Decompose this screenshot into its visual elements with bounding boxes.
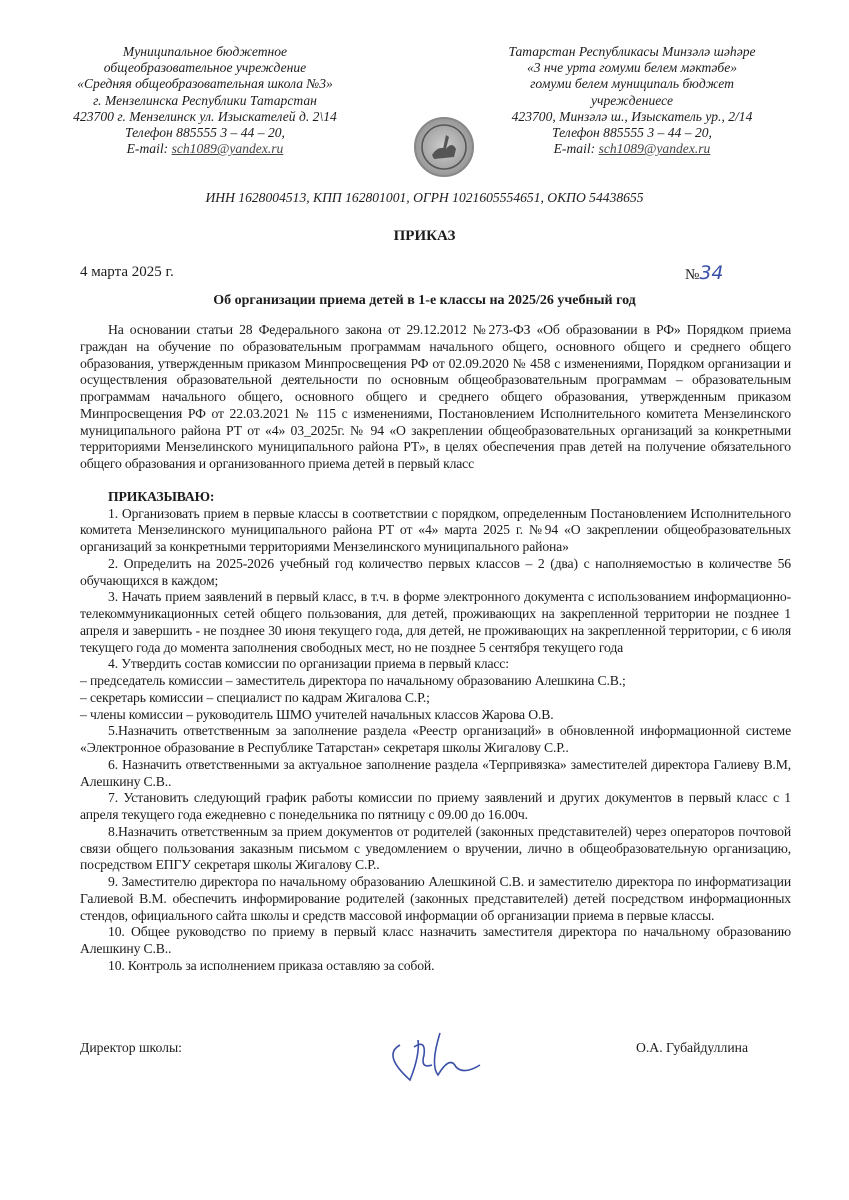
order-item: 1. Организовать прием в первые классы в соответствии с порядком, определенным Постановлением Исполнительного комитета Мензелинского муниципального района РТ от «4» марта 2025 г. №94 «О закреплении общеобразовательных организаций за конкретными территориями Мензелинского муниципального района» [80, 505, 791, 554]
signature-icon [380, 1025, 500, 1100]
header-right-line: 423700, Минзәлә ш., Изыскатель ур., 2/14 [511, 108, 753, 124]
order-subject: Об организации приема детей в 1-е классы на 2025/26 учебный год [213, 293, 636, 308]
order-item: – председатель комиссии – заместитель директора по начальному образованию Алешкина С.В.; [80, 673, 626, 688]
header-right-line: Татарстан Республикасы Минзәлә шәһәре [508, 44, 756, 59]
order-item: – члены комиссии – руководитель ШМО учителей начальных классов Жарова О.В. [80, 706, 554, 722]
order-item: 5.Назначить ответственным за заполнение раздела «Реестр организаций» в обновленной информационной системе «Электронное образование в Республике Татарстан» секретаря школы Жигалову С.Р.. [80, 723, 791, 755]
order-number [685, 262, 724, 284]
signer-title: Директор школы: [80, 1040, 182, 1055]
order-date: 4 марта 2025 г. [80, 264, 174, 280]
order-item: 10. Общее руководство по приему в первый класс назначить заместителя директора по начальному образованию Алешкину С.В.. [80, 924, 791, 956]
header-right [482, 44, 782, 157]
signer-name: О.А. Губайдуллина [636, 1040, 749, 1055]
tatarstan-emblem-icon [414, 117, 474, 177]
order-item: 4. Утвердить состав комиссии по организации приема в первый класс: [108, 656, 509, 672]
email-label: E-mail: [553, 141, 596, 157]
order-item: 9. Заместителю директора по начальному образованию Алешкиной С.В. и заместителю директора по информатизации Галиевой В.М. обеспечить информирование родителей (законных представителей) детей посредством информационных стендов, официального сайта школы и средств массовой информации об организации приема в первые классы. [80, 874, 791, 923]
order-item: 2. Определить на 2025-2026 учебный год количество первых классов – 2 (два) с наполняемостью в количестве 56 обучающихся в каждом; [80, 555, 791, 588]
order-item: 7. Установить следующий график работы комиссии по приему заявлений и других документов в первый класс с 1 апреля текущего года ежедневно с понедельника по пятницу с 09.00 до 16.00ч. [80, 790, 791, 822]
preamble: На основании статьи 28 Федерального закона от 29.12.2012 №273-ФЗ «Об образовании в РФ» Порядком приема граждан на обучение по образовательным программам начального общего, основного общего и среднего общего образования, утвержденным приказом Минпросвещения РФ от 02.09.2020 № 458 с изменениями, Порядком организации и осуществления образовательной деятельности по основным общеобразовательным программам – образовательным программам начального общего, основного общего и среднего общего образования, утвержденным приказом Минпросвещения РФ от 22.03.2021 № 115 с изменениями, Постановлением Исполнительного комитета Мензелинского муниципального района РТ от «4» 03_2025г. № 94 «О закреплении общеобразовательных организаций за конкретными территориями Мензелинского муниципального района РТ», в целях обеспечения прав детей на получение обязательного общего образования и организованного приема детей в первый класс [80, 322, 791, 471]
number-label: № [685, 267, 700, 283]
header-left-line: общеобразовательное учреждение [103, 60, 307, 76]
order-heading: ПРИКАЗЫВАЮ: [108, 488, 215, 504]
registration-ids: ИНН 1628004513, КПП 162801001, ОГРН 1021605554651, ОКПО 54438655 [205, 190, 644, 205]
order-items [80, 506, 791, 975]
email-label: E-mail: [126, 141, 169, 157]
order-item: – секретарь комиссии – специалист по кадрам Жигалова С.Р.; [80, 689, 430, 705]
order-item: 3. Начать прием заявлений в первый класс, в т.ч. в форме электронного документа с использованием информационно-телекоммуникационных сетей общего пользования, для детей, проживающих на закрепленной территории не позднее 1 апреля и завершить - не позднее 30 июня текущего года, для детей, не проживающих на закрепленной территории, с 6 июля текущего года до момента заполнения свободных мест, но не позднее 5 сентября текущего года [80, 589, 791, 655]
header-right-line: учреждениесе [590, 92, 673, 108]
order-item: 6. Назначить ответственными за актуальное заполнение раздела «Терпривязка» заместителей директора Галиеву В.М, Алешкину С.В.. [80, 756, 791, 789]
header-right-email [482, 141, 782, 157]
header-right-line: «3 нче урта гомуми белем мәктәбе» [526, 60, 738, 76]
header-left-line: «Средняя общеобразовательная школа №3» [77, 76, 333, 92]
header-left-line: Телефон 885555 3 – 44 – 20, [125, 125, 285, 141]
document-type: ПРИКАЗ [393, 228, 456, 244]
order-body [80, 322, 791, 975]
header-right-line: гомуми белем муниципаль бюджет [530, 76, 734, 92]
header-left-line: г. Мензелинска Республики Татарстан [93, 92, 317, 108]
header-left-email [55, 141, 355, 157]
order-item: 10. Контроль за исполнением приказа оставляю за собой. [108, 957, 435, 973]
number-value: 34 [699, 262, 724, 284]
header-left-line: Муниципальное бюджетное [122, 44, 288, 59]
header-left-line: 423700 г. Мензелинск ул. Изыскателей д. 2\14 [73, 108, 337, 124]
email-link[interactable]: sch1089@yandex.ru [598, 141, 711, 157]
order-item: 8.Назначить ответственным за прием документов от родителей (законных представителей) через операторов почтовой связи общего пользования заказным письмом с уведомлением о вручении, лично в общеобразовательную организацию, посредством ЕПГУ секретаря школы Жигалову С.Р.. [80, 823, 791, 873]
email-link[interactable]: sch1089@yandex.ru [171, 141, 284, 157]
header-right-line: Телефон 885555 3 – 44 – 20, [552, 125, 712, 141]
header-left [55, 44, 355, 157]
